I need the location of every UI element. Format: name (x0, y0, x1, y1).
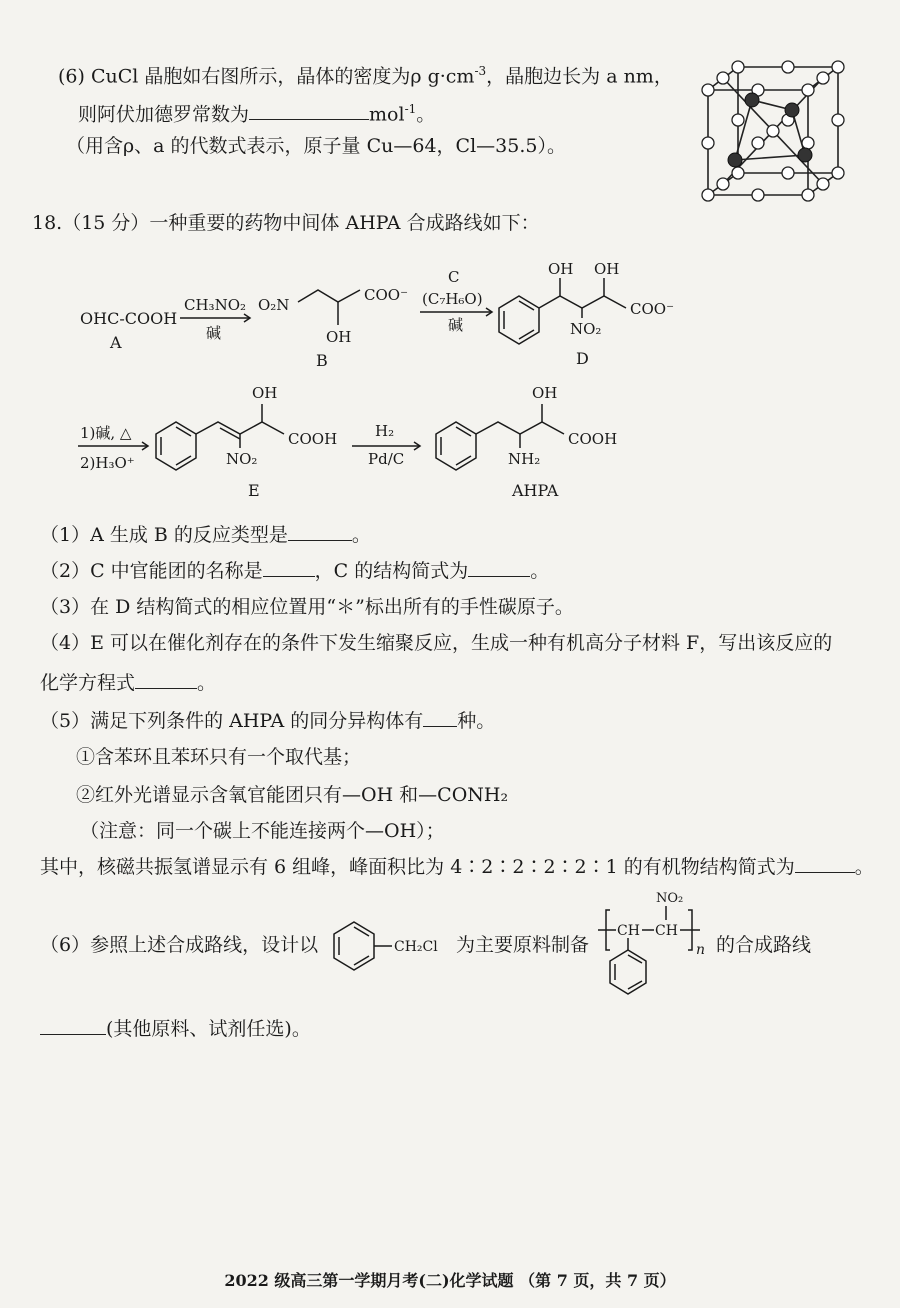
reagent-4-bottom: Pd/C (368, 450, 405, 468)
compound-d-label: D (576, 349, 589, 368)
polymer-n: n (696, 942, 706, 958)
compound-b-label: B (316, 351, 328, 370)
reagent-2-top: C (448, 268, 460, 286)
answer-blank[interactable] (135, 670, 197, 689)
reagent-4-top: H₂ (375, 422, 395, 440)
compound-e-no2: NO₂ (226, 450, 258, 468)
q17-6-line3: （用含ρ、a 的代数式表示，原子量 Cu—64，Cl—35.5）。 (66, 135, 566, 157)
compound-a-label: A (110, 333, 122, 352)
ahpa-label: AHPA (512, 481, 559, 500)
q18-3: （3）在 D 结构简式的相应位置用“＊”标出所有的手性碳原子。 (40, 596, 574, 618)
benzyl-chloride-structure (326, 912, 456, 982)
q18-1: （1）A 生成 B 的反应类型是 。 (40, 524, 371, 546)
compound-d-no2: NO₂ (570, 320, 602, 338)
q18-6-text-c: 的合成路线 (716, 934, 812, 956)
page-footer: 2022 级高三第一学期月考(二)化学试题 （第 7 页，共 7 页） (224, 1271, 676, 1290)
compound-e-label: E (248, 481, 260, 500)
q17-6-line1: (6) CuCl 晶胞如右图所示，晶体的密度为ρ $g\cdot cm^{-3}$，晶胞边长为 a nm， (58, 64, 673, 88)
reagent-1-bottom: 碱 (206, 324, 222, 342)
polymer-ch-1: CH (617, 923, 640, 939)
reagent-3-top: 1)碱, △ (80, 424, 132, 442)
polymer-structure (598, 888, 718, 1008)
q18-4-line2: 化学方程式 。 (40, 672, 217, 694)
compound-b-oh: OH (326, 328, 352, 346)
answer-blank[interactable] (288, 522, 352, 541)
compound-e-cooh: COOH (288, 430, 338, 448)
q18-5-note: （注意：同一个碳上不能连接两个—OH）； (80, 820, 445, 842)
ahpa-cooh: COOH (568, 430, 618, 448)
answer-blank[interactable] (795, 854, 855, 873)
synthesis-scheme (0, 250, 900, 510)
q18-6-line2: (其他原料、试剂任选)。 (40, 1016, 311, 1042)
q18-5: （5）满足下列条件的 AHPA 的同分异构体有 种。 (40, 710, 496, 732)
benzyl-chloride-ch2cl: CH₂Cl (394, 939, 438, 955)
answer-blank[interactable] (40, 1016, 106, 1035)
q18-heading: 18.（15 分）一种重要的药物中间体 AHPA 合成路线如下： (32, 212, 540, 234)
answer-blank[interactable] (263, 558, 315, 577)
ahpa-nh2: NH₂ (508, 450, 541, 468)
answer-blank[interactable] (468, 558, 530, 577)
q18-6-text-b: 为主要原料制备 (456, 934, 590, 956)
ahpa-oh: OH (532, 384, 558, 402)
compound-d-coo: COO⁻ (630, 300, 674, 318)
reagent-2-bottom: 碱 (448, 316, 464, 334)
compound-a-formula: OHC-COOH (80, 309, 178, 328)
q18-5-condition-2: ②红外光谱显示含氧官能团只有—OH 和—CONH₂ (76, 784, 509, 806)
compound-b-coo: COO⁻ (364, 286, 408, 304)
reagent-1-top: CH₃NO₂ (184, 296, 247, 314)
answer-blank[interactable] (249, 101, 369, 120)
cucl-unit-cell-figure (690, 55, 850, 205)
q18-5-condition-1: ①含苯环且苯环只有一个取代基； (76, 746, 362, 768)
reagent-3-bottom: 2)H₃O⁺ (80, 454, 135, 472)
answer-blank[interactable] (423, 708, 457, 727)
q18-6-text-a: （6）参照上述合成路线，设计以 (40, 934, 319, 956)
polymer-ch-2: CH (655, 923, 678, 939)
q18-5-nmr: 其中，核磁共振氢谱显示有 6 组峰，峰面积比为 4∶2∶2∶2∶2∶1 的有机物结构简式为 。 (40, 856, 874, 878)
polymer-no2: NO₂ (656, 891, 684, 906)
compound-d-oh-1: OH (548, 260, 574, 278)
compound-b-no2: O₂N (258, 296, 290, 314)
q18-2: （2）C 中官能团的名称是 ，C 的结构简式为 。 (40, 560, 550, 582)
compound-e-oh: OH (252, 384, 278, 402)
q17-6-line2: 则阿伏加德罗常数为 mol$^{-1}$。 (78, 102, 436, 126)
reagent-2-mid: (C₇H₆O) (422, 290, 483, 308)
compound-d-oh-2: OH (594, 260, 620, 278)
q18-4-line1: （4）E 可以在催化剂存在的条件下发生缩聚反应，生成一种有机高分子材料 F，写出该反应的 (40, 632, 833, 654)
